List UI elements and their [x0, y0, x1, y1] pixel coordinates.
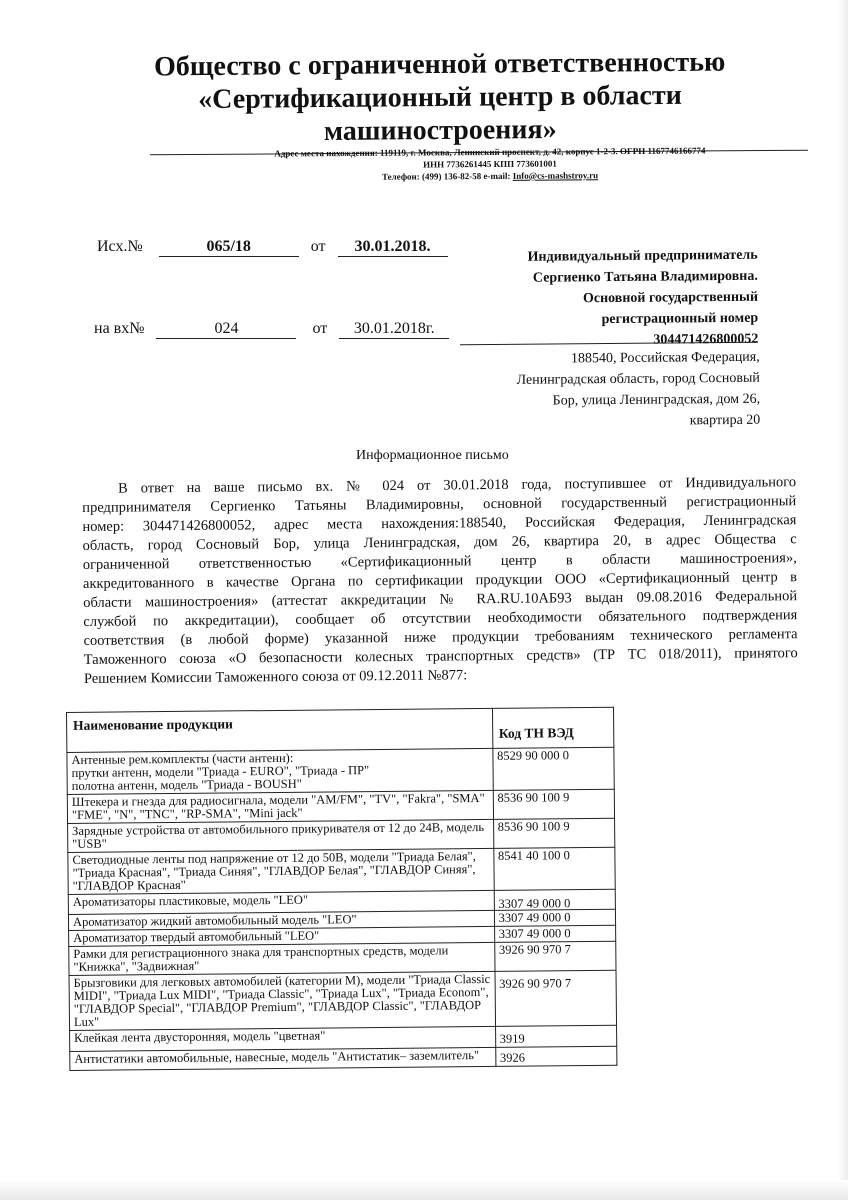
recipient-line: Основной государственный	[582, 289, 759, 307]
product-code: 8541 40 100 0	[493, 847, 615, 890]
product-name-line: "ГЛАВДОР Special", "ГЛАВДОР Premium", "ГЛАВДОР Classic", "ГЛАВДОР	[73, 998, 482, 1016]
product-name-line: Антистатики автомобильные, навесные, модель "Антистатик– заземлитель"	[74, 1048, 480, 1066]
recipient-block	[470, 245, 759, 353]
product-code: 3919	[495, 1025, 617, 1047]
org-title-line: Общество с ограниченной ответственностью	[153, 46, 726, 83]
product-name	[68, 848, 494, 894]
incoming-number: 024	[156, 320, 296, 339]
org-phone: Телефон: (499) 136-82-58 e-mail:	[381, 170, 513, 182]
scan-edge-bottom	[0, 1180, 848, 1200]
product-code: 3926 90 970 7	[495, 970, 617, 1026]
body-line: номер: 304471426800052, адрес места нахождения:188540, Российская Федерация, Ленинградская	[82, 512, 797, 535]
letter-title: Информационное письмо	[356, 448, 509, 463]
body-line: Таможенного союза «О безопасности колесных транспортных средств» (ТР ТС 018/2011), принятого	[83, 645, 798, 668]
product-name-line: "Триада Красная", "Триада Синяя", "ГЛАВДОР Белая", "ГЛАВДОР Синяя",	[72, 862, 476, 880]
table-row	[67, 747, 614, 794]
letter-body	[82, 473, 798, 689]
product-name-line: Lux"	[73, 1014, 100, 1029]
outgoing-ref	[97, 238, 448, 257]
org-email-link[interactable]: Info@cs-mashstroy.ru	[512, 170, 599, 181]
product-code: 3926	[495, 1046, 617, 1066]
product-name-line: полотна антенн, модель "Триада - BOUSH"	[71, 776, 302, 793]
body-line: предпринимателя Сергиенко Татьяны Владимировны, основной государственный регистрационный	[82, 493, 797, 516]
product-name	[69, 971, 495, 1030]
product-name-line: "ГЛАВДОР Красная"	[72, 877, 186, 893]
address-line: 188540, Российская Федерация,	[570, 349, 760, 367]
recipient-line: регистрационный номер	[601, 310, 759, 328]
product-name	[68, 819, 494, 852]
address-line: Бор, улица Ленинградская, дом 26,	[552, 391, 761, 409]
body-line: В ответ на ваше письмо вх. № 024 от 30.01.2018 года, поступившее от Индивидуального	[118, 474, 797, 497]
outgoing-date: 30.01.2018.	[338, 238, 448, 257]
incoming-date: 30.01.2018г.	[339, 320, 449, 339]
product-name-line: "Книжка", "Задвижная"	[73, 958, 200, 974]
outgoing-number: 065/18	[159, 238, 299, 257]
product-name-line: Ароматизаторы пластиковые, модель "LEO"	[72, 892, 309, 909]
product-name-line: Рамки для регистрационного знака для транспортных средств, модели	[73, 943, 449, 961]
product-name	[67, 790, 493, 823]
recipient-address	[470, 347, 761, 434]
org-inn: ИНН 7736261445 КПП 773601001	[423, 158, 557, 170]
product-name	[67, 748, 493, 794]
product-code: 3926 90 970 7	[494, 941, 616, 971]
recipient-line: Сергиенко Татьяна Владимировна.	[532, 268, 758, 286]
product-name-line: Ароматизатор жидкий автомобильный модель "LEO"	[72, 912, 357, 929]
org-title-line: «Сертификационный центр в области	[198, 79, 682, 116]
product-name-line: "USB"	[72, 836, 107, 851]
product-code: 8529 90 000 0	[492, 747, 614, 790]
body-line: ограниченной ответственностью «Сертификационный центр в области машиностроения»,	[82, 550, 797, 573]
col-header-name: Наименование продукции	[67, 708, 493, 752]
products-table-wrapper	[66, 707, 617, 1071]
product-name	[70, 1047, 496, 1070]
body-line: области машиностроения» (аттестат аккредитации № RA.RU.10АБ93 выдан 09.08.2016 Федеральной	[83, 588, 798, 611]
org-address: Адрес места нахождения: 119119, г. Москва, Ленинский проспект, д. 42, корпус 1-2-3. ОГРН 1167746166774	[274, 145, 706, 159]
body-line: Решением Комиссии Таможенного союза от 09.12.2011 №877:	[83, 667, 468, 687]
table-row	[70, 1046, 617, 1070]
scan-edge-right	[838, 0, 848, 1200]
address-line: Ленинградская область, город Сосновый	[516, 370, 760, 388]
outgoing-label: Исх.№	[97, 238, 143, 255]
product-name-line: Штекера и гнезда для радиосигнала, модели "AM/FM", "TV", "Fakra", "SMA"	[71, 790, 485, 809]
body-line: соответствия (в любой форме) указанной ниже продукции требованиям технического регламента	[83, 626, 798, 649]
organization-title	[120, 45, 761, 150]
product-code: 8536 90 100 9	[493, 789, 615, 819]
table-row	[68, 847, 615, 894]
product-code: 3307 49 000 0	[494, 889, 616, 910]
table-row	[69, 970, 617, 1030]
product-name-line: Клейкая лента двусторонняя, модель "цветная"	[74, 1028, 326, 1045]
product-code: 8536 90 100 9	[493, 818, 615, 848]
product-code: 3307 49 000 0	[494, 909, 616, 926]
product-name-line: Зарядные устройства от автомобильного прикуривателя от 12 до 24В, модель	[72, 819, 485, 838]
outgoing-from: от	[310, 238, 326, 255]
org-title-line: машиностроения»	[323, 113, 557, 148]
product-name	[69, 942, 495, 975]
product-name-line: Ароматизатор твердый автомобильный "LEO"	[73, 928, 320, 945]
product-name-line: Светодиодные ленты под напряжение от 12 до 50В, модели "Триада Белая",	[72, 849, 476, 867]
product-name-line: Антенные рем.комплекты (части антенн):	[71, 750, 294, 767]
body-line: аккредитованного в качестве Органа по сертификации продукции ООО «Сертификационный центр в	[82, 569, 798, 592]
body-line: службой по аккредитации), сообщает об отсутствии необходимости обязательного подтверждения	[83, 607, 798, 630]
product-name-line: "FME", "N", "TNC", "RP-SMA", "Mini jack"	[71, 805, 303, 822]
products-table	[66, 707, 617, 1071]
col-header-code: Код ТН ВЭД	[492, 707, 614, 748]
product-name-line: MIDI", "Триада Lux MIDI", "Триада Classic", "Триада Lux", "Триада Econom",	[73, 984, 489, 1003]
incoming-ref	[94, 320, 449, 339]
recipient-line: Индивидуальный предприниматель	[527, 247, 758, 265]
body-line: область, город Сосновый Бор, улица Ленинградская, дом 26, квартира 20, в адрес Общества с	[82, 531, 797, 554]
incoming-from: от	[312, 320, 328, 337]
address-line: квартира 20	[689, 412, 761, 429]
incoming-label: на вх№	[94, 320, 145, 337]
product-name-line: прутки антенн, модели "Триада - EURO", "Триада - ПР"	[71, 763, 370, 780]
organization-contacts	[160, 144, 820, 185]
recipient-ogrn: 304471426800052	[653, 331, 759, 348]
product-code: 3307 49 000 0	[494, 925, 616, 942]
table-header-row	[67, 707, 614, 752]
product-name-line: Брызговики для легковых автомобилей (категории М), модели "Триада Classic	[73, 971, 491, 990]
